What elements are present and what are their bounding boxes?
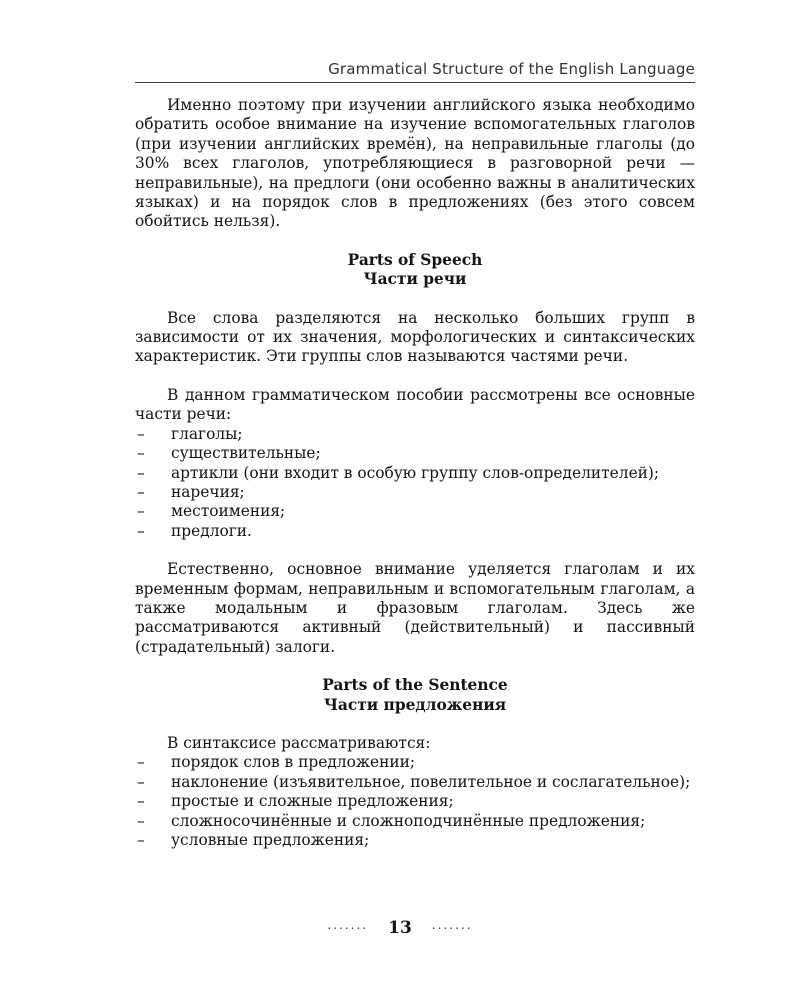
page-number: 13 [388,918,412,938]
list-item: – глаголы; [135,425,695,444]
parts-of-speech-list [135,425,695,541]
list-item: – наречия; [135,483,695,502]
running-head: Grammatical Structure of the English Language [135,60,695,83]
list-item: – сложносочинённые и сложноподчинённые предложения; [135,812,695,831]
parts-of-speech-list-intro: В данном грамматическом пособии рассмотрены все основные части речи: [135,385,695,424]
syntax-intro: В синтаксисе рассматриваются: [167,733,431,752]
list-item: – простые и сложные предложения; [135,792,695,811]
list-item: – наклонение (изъявительное, повелительное и сослагательное); [135,773,695,792]
list-item: – порядок слов в предложении; [135,753,695,772]
list-item: – условные предложения; [135,831,695,850]
list-item: – предлоги. [135,522,695,541]
verbs-paragraph: Естественно, основное внимание уделяется глаголам и их временным формам, неправильным и вспомогательным глаголам, а также модальным и фразовым глаголам. Здесь же рассматриваются активный (действительный) и пассивный (страдательный) залоги. [135,560,695,656]
footer-ornament-right: ······· [431,921,473,936]
section-heading-en: Parts of the Sentence [322,676,508,695]
list-item: – существительные; [135,444,695,463]
parts-of-speech-paragraph: Все слова разделяются на несколько больших групп в зависимости от их значения, морфологических и синтаксических характеристик. Эти группы слов называются частями речи. [135,308,695,366]
footer-ornament-left: ······· [327,921,369,936]
intro-paragraph: Именно поэтому при изучении английского языка необходимо обратить особое внимание на изучение вспомогательных глаголов (при изучении английских времён), на неправильные глаголы (до 30% всех глаголов, употребляющиеся в разговорной речи — неправильные), на предлоги (они особенно важны в аналитических языках) и на порядок слов в предложениях (без этого совсем обойтись нельзя). [135,96,695,231]
list-item: – местоимения; [135,502,695,521]
page-footer [0,918,800,938]
section-heading-ru: Части речи [363,270,467,289]
page-content [135,96,695,850]
section-heading-en: Parts of Speech [347,250,483,269]
section-heading-ru: Части предложения [323,695,507,714]
syntax-list [135,753,695,850]
list-item: – артикли (они входит в особую группу слов-определителей); [135,464,695,483]
